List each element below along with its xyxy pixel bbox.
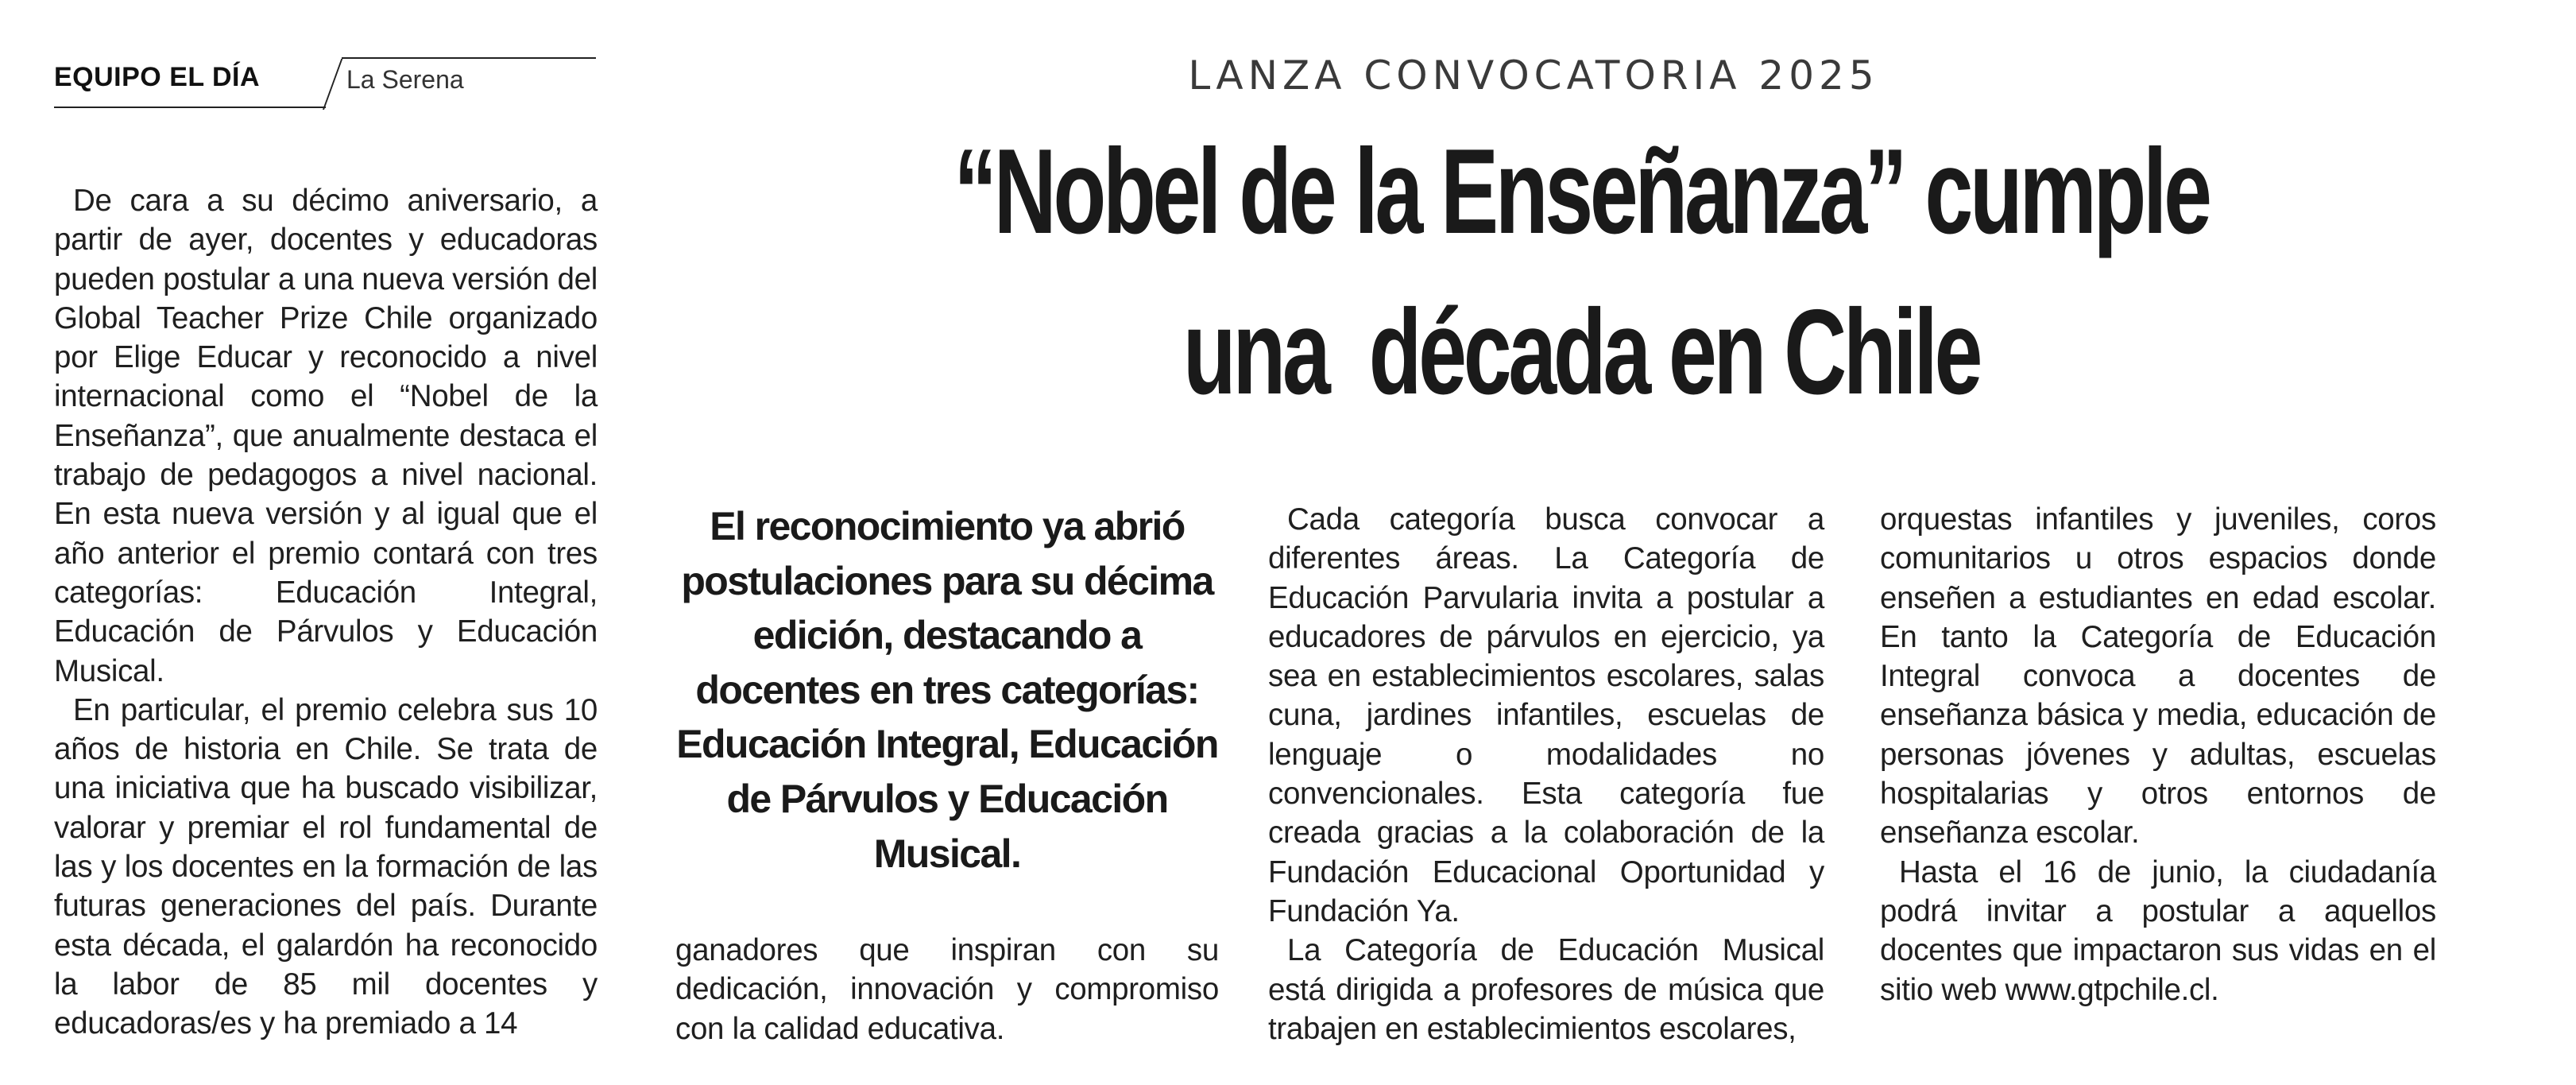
body-column-1 — [54, 181, 598, 1044]
headline-line-1: “Nobel de la Enseñanza” cumple — [953, 124, 2209, 259]
body-paragraph: orquestas infantiles y juveniles, coros comunitarios u otros espacios donde enseñen a estudiantes en edad escolar. En tanto la Categoría de Educación Integral convoca a docentes de enseñanza básica y media, educación de personas jóvenes y adultas, escuelas hospitalarias y otros entornos de enseñanza escolar. — [1880, 502, 2436, 851]
byline-rule-bottom — [54, 107, 326, 108]
headline-line-2: una década en Chile — [1182, 285, 1980, 420]
body-paragraph: Hasta el 16 de junio, la ciudadanía podrá invitar a postular a aquellos docentes que impactaron sus vidas en el sitio web www.gtpchile.cl. — [1880, 854, 2436, 1007]
byline — [54, 57, 596, 111]
body-paragraph: Cada categoría busca convocar a diferentes áreas. La Categoría de Educación Parvularia invita a postular a educadores de párvulos en ejercicio, ya sea en establecimientos escolares, salas cuna, jardines infantiles, escuelas de lenguaje o modalidades no convencionales. Esta categoría fue creada gracias a la colaboración de la Fundación Educacional Oportunidad y Fundación Ya. — [1268, 502, 1824, 928]
body-paragraph: ganadores que inspiran con su dedicación, innovación y compromiso con la calidad educativa. — [675, 933, 1219, 1046]
deck-summary: El reconocimiento ya abrió postulaciones para su décima edición, destacando a docentes en tres categorías: Educación Integral, Educación de Párvulos y Educación Musical. — [676, 504, 1218, 876]
body-paragraph: En particular, el premio celebra sus 10 años de historia en Chile. Se trata de una iniciativa que ha buscado visibilizar, valorar y premiar el rol fundamental de las y los docentes en la formación de las futuras generaciones del país. Durante esta década, el galardón ha reconocido la labor de 85 mil docentes y educadoras/es y ha premiado a 14 — [54, 692, 598, 1041]
byline-author: EQUIPO EL DÍA — [54, 62, 261, 92]
headline — [895, 111, 2268, 432]
byline-location: La Serena — [346, 65, 464, 94]
body-column-4 — [1880, 500, 2436, 1009]
kicker: LANZA CONVOCATORIA 2025 — [1188, 52, 1879, 99]
byline-slash-divider — [323, 59, 342, 110]
body-paragraph: La Categoría de Educación Musical está dirigida a profesores de música que trabajen en establecimientos escolares, — [1268, 933, 1824, 1046]
body-paragraph: De cara a su décimo aniversario, a partir de ayer, docentes y educadoras pueden postular a una nueva versión del Global Teacher Prize Chile organizado por Elige Educar y reconocido a nivel internacional como el “Nobel de la Enseñanza”, que anualmente destaca el trabajo de pedagogos a nivel nacional. En esta nueva versión y al igual que el año anterior el premio contará con tres categorías: Educación Integral, Educación de Párvulos y Educación Musical. — [54, 184, 598, 688]
body-column-2 — [675, 931, 1219, 1048]
body-column-3 — [1268, 500, 1824, 1048]
byline-rule-top — [342, 57, 596, 59]
